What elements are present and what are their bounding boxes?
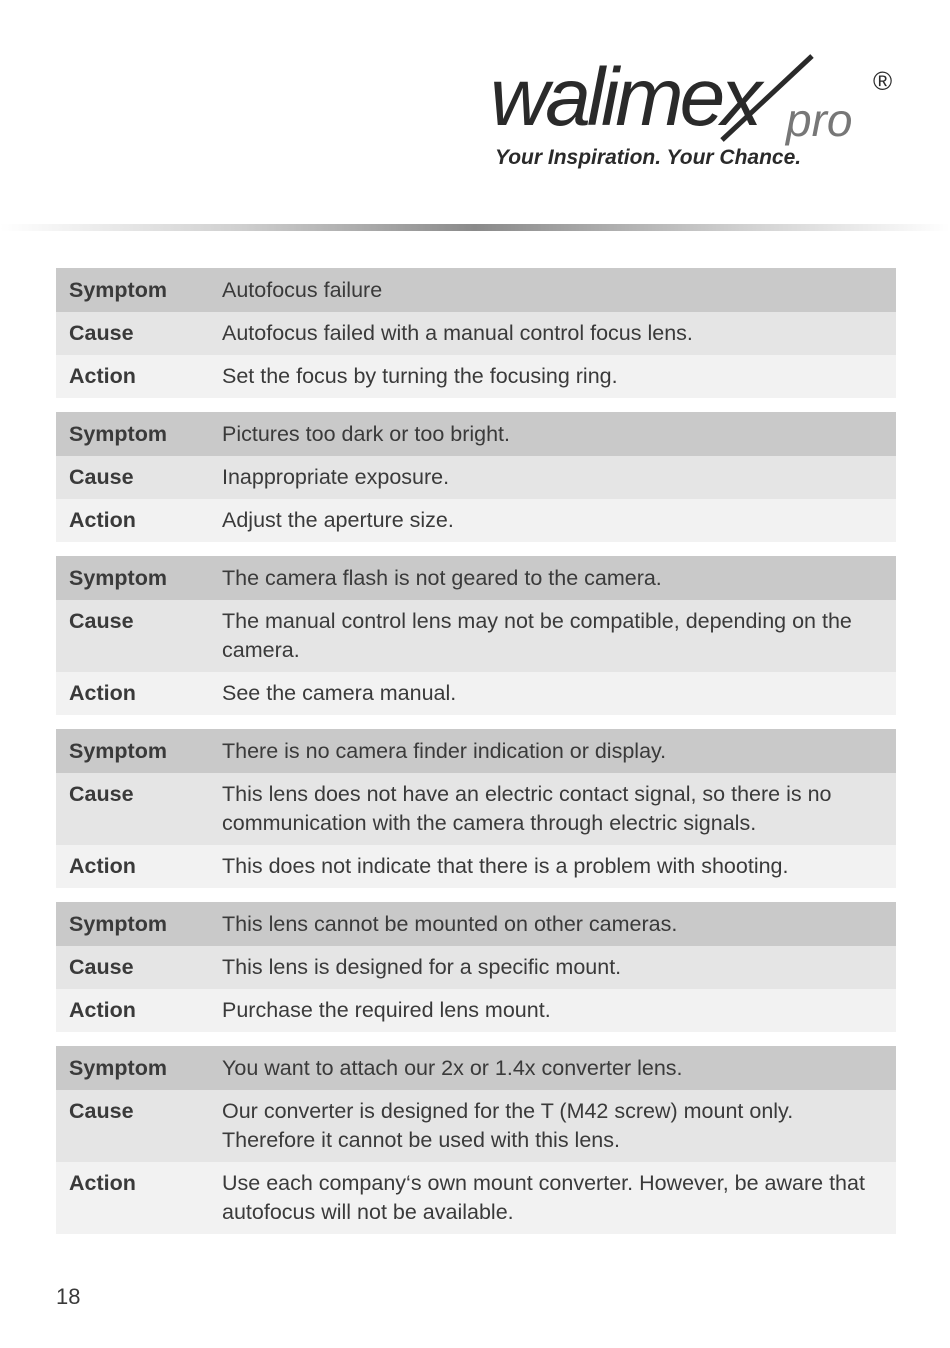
symptom-row (56, 412, 896, 456)
symptom-label: Symptom (69, 566, 167, 590)
brand-logo (490, 48, 910, 178)
symptom-row (56, 556, 896, 600)
action-text: Set the focus by turning the focusing ring. (222, 364, 618, 388)
symptom-label: Symptom (69, 422, 167, 446)
walimex-pro-logo-icon (490, 48, 910, 148)
symptom-row (56, 268, 896, 312)
cause-label: Cause (69, 465, 134, 489)
cause-text: The manual control lens may not be compatible, depending on the camera. (222, 609, 852, 662)
symptom-label: Symptom (69, 278, 167, 302)
cause-row (56, 946, 896, 989)
symptom-label: Symptom (69, 912, 167, 936)
symptom-label: Symptom (69, 1056, 167, 1080)
symptom-text: Pictures too dark or too bright. (222, 422, 511, 446)
cause-text: Autofocus failed with a manual control focus lens. (222, 321, 693, 345)
troubleshooting-entry (56, 1046, 896, 1234)
cause-label: Cause (69, 782, 134, 806)
symptom-label: Symptom (69, 739, 167, 763)
cause-text: Inappropriate exposure. (222, 465, 450, 489)
action-label: Action (69, 1171, 136, 1195)
registered-mark: ® (873, 66, 893, 96)
action-label: Action (69, 998, 136, 1022)
cause-row (56, 1090, 896, 1162)
action-label: Action (69, 681, 136, 705)
cause-text: This lens is designed for a specific mount. (222, 955, 622, 979)
action-row (56, 355, 896, 398)
action-label: Action (69, 508, 136, 532)
logo-wordmark: walimex (490, 52, 759, 143)
action-row (56, 672, 896, 715)
symptom-text: Autofocus failure (222, 278, 383, 302)
action-text: This does not indicate that there is a problem with shooting. (222, 854, 789, 878)
action-text: Adjust the aperture size. (222, 508, 454, 532)
troubleshooting-entry (56, 412, 896, 542)
symptom-row (56, 1046, 896, 1090)
symptom-text: The camera flash is not geared to the camera. (222, 566, 662, 590)
cause-label: Cause (69, 1099, 134, 1123)
cause-text: Our converter is designed for the T (M42 screw) mount only. Therefore it cannot be used with this lens. (222, 1099, 794, 1152)
action-text: See the camera manual. (222, 681, 457, 705)
action-row (56, 845, 896, 888)
symptom-row (56, 729, 896, 773)
action-row (56, 499, 896, 542)
action-label: Action (69, 854, 136, 878)
action-text: Use each company‘s own mount converter. However, be aware that autofocus will not be available. (222, 1171, 865, 1224)
action-row (56, 989, 896, 1032)
cause-label: Cause (69, 609, 134, 633)
troubleshooting-entry (56, 268, 896, 398)
header-divider (0, 224, 950, 231)
cause-label: Cause (69, 955, 134, 979)
symptom-text: You want to attach our 2x or 1.4x converter lens. (222, 1056, 683, 1080)
cause-text: This lens does not have an electric contact signal, so there is no communication with the camera through electric signals. (222, 782, 832, 835)
symptom-row (56, 902, 896, 946)
action-label: Action (69, 364, 136, 388)
troubleshooting-entry (56, 556, 896, 715)
symptom-text: This lens cannot be mounted on other cameras. (222, 912, 678, 936)
tagline: Your Inspiration. Your Chance. (495, 146, 802, 169)
cause-row (56, 312, 896, 355)
cause-row (56, 600, 896, 672)
troubleshooting-entry (56, 902, 896, 1032)
cause-row (56, 456, 896, 499)
logo-suffix: pro (786, 94, 853, 146)
action-row (56, 1162, 896, 1234)
cause-label: Cause (69, 321, 134, 345)
page-number: 18 (56, 1284, 81, 1309)
troubleshooting-entry (56, 729, 896, 888)
troubleshooting-tables (56, 268, 896, 1248)
action-text: Purchase the required lens mount. (222, 998, 551, 1022)
cause-row (56, 773, 896, 845)
symptom-text: There is no camera finder indication or display. (222, 739, 667, 763)
